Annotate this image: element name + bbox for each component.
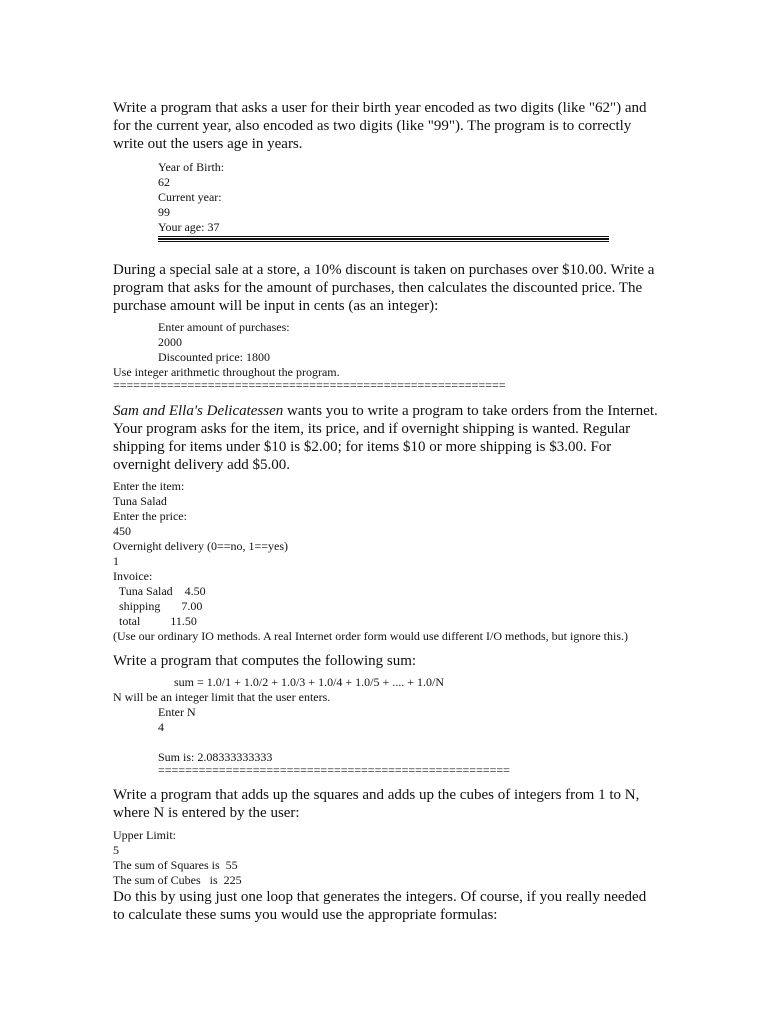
example-1-line: Current year:: [158, 190, 222, 204]
problem-2-text: During a special sale at a store, a 10% discount is taken on purchases over $10.00. Write a program that asks for the amount of purchases, then calculates the discounted price. The purchase amount will be input in cents (as an integer):: [113, 262, 655, 314]
deli-name: Sam and Ella's Delicatessen: [113, 403, 284, 419]
problem-3-body: wants you to write a program to take orders from the Internet. Your program asks for the item, its price, and if overnight shipping is wanted. Regular shipping for items under $10 is $2.00; for items $10 or more shipping is $3.00. For overnight delivery add $5.00.: [113, 403, 658, 473]
example-3-line: Tuna Salad: [113, 494, 167, 508]
example-2-line: 2000: [158, 335, 182, 349]
example-5-line: The sum of Squares is 55: [113, 858, 238, 872]
example-5-line: The sum of Cubes is 225: [113, 873, 242, 887]
example-3-line: Enter the item:: [113, 479, 185, 493]
example-2-line: Enter amount of purchases:: [158, 320, 290, 334]
example-1-line: 62: [158, 175, 170, 189]
example-4-result: Sum is: 2.08333333333: [158, 750, 273, 764]
example-3-line: 1: [113, 554, 119, 568]
example-5-line: 5: [113, 843, 119, 857]
example-1-line: Year of Birth:: [158, 160, 225, 174]
problem-3-text: [113, 402, 658, 474]
problem-5-text: Write a program that adds up the squares and adds up the cubes of integers from 1 to N, where N is entered by the user:: [113, 787, 640, 821]
sum-formula: sum = 1.0/1 + 1.0/2 + 1.0/3 + 1.0/4 + 1.0/5 + .... + 1.0/N: [174, 675, 445, 689]
sum-note: N will be an integer limit that the user enters.: [113, 690, 331, 704]
double-rule-divider: [158, 239, 609, 242]
example-3-line: Enter the price:: [113, 509, 187, 523]
example-3-line: Invoice:: [113, 569, 153, 583]
invoice-line: total 11.50: [113, 614, 197, 628]
example-1-line: 99: [158, 205, 170, 219]
invoice-line: Tuna Salad 4.50: [113, 584, 206, 598]
invoice-line: shipping 7.00: [113, 599, 203, 613]
problem-1-text: Write a program that asks a user for their birth year encoded as two digits (like "62") and for the current year, also encoded as two digits (like "99"). The program is to correctly write out the users age in years.: [113, 100, 647, 152]
example-5-line: Upper Limit:: [113, 828, 176, 842]
example-3-line: 450: [113, 524, 131, 538]
example-4-line: Enter N: [158, 705, 196, 719]
example-2-line: Discounted price: 1800: [158, 350, 270, 364]
equals-separator: ==========================================================: [113, 378, 506, 392]
example-3-line: Overnight delivery (0==no, 1==yes): [113, 539, 289, 553]
example-1-line: Your age: 37: [158, 220, 220, 234]
example-3-note: (Use our ordinary IO methods. A real Internet order form would use different I/O methods, but ignore this.): [113, 629, 628, 643]
equals-separator: ====================================================: [158, 763, 510, 777]
problem-5-instruction: Do this by using just one loop that generates the integers. Of course, if you really needed to calculate these sums you would use the appropriate formulas:: [113, 889, 647, 923]
problem-4-text: Write a program that computes the following sum:: [113, 653, 417, 669]
example-2-note: Use integer arithmetic throughout the program.: [113, 365, 340, 379]
example-4-line: 4: [158, 720, 164, 734]
